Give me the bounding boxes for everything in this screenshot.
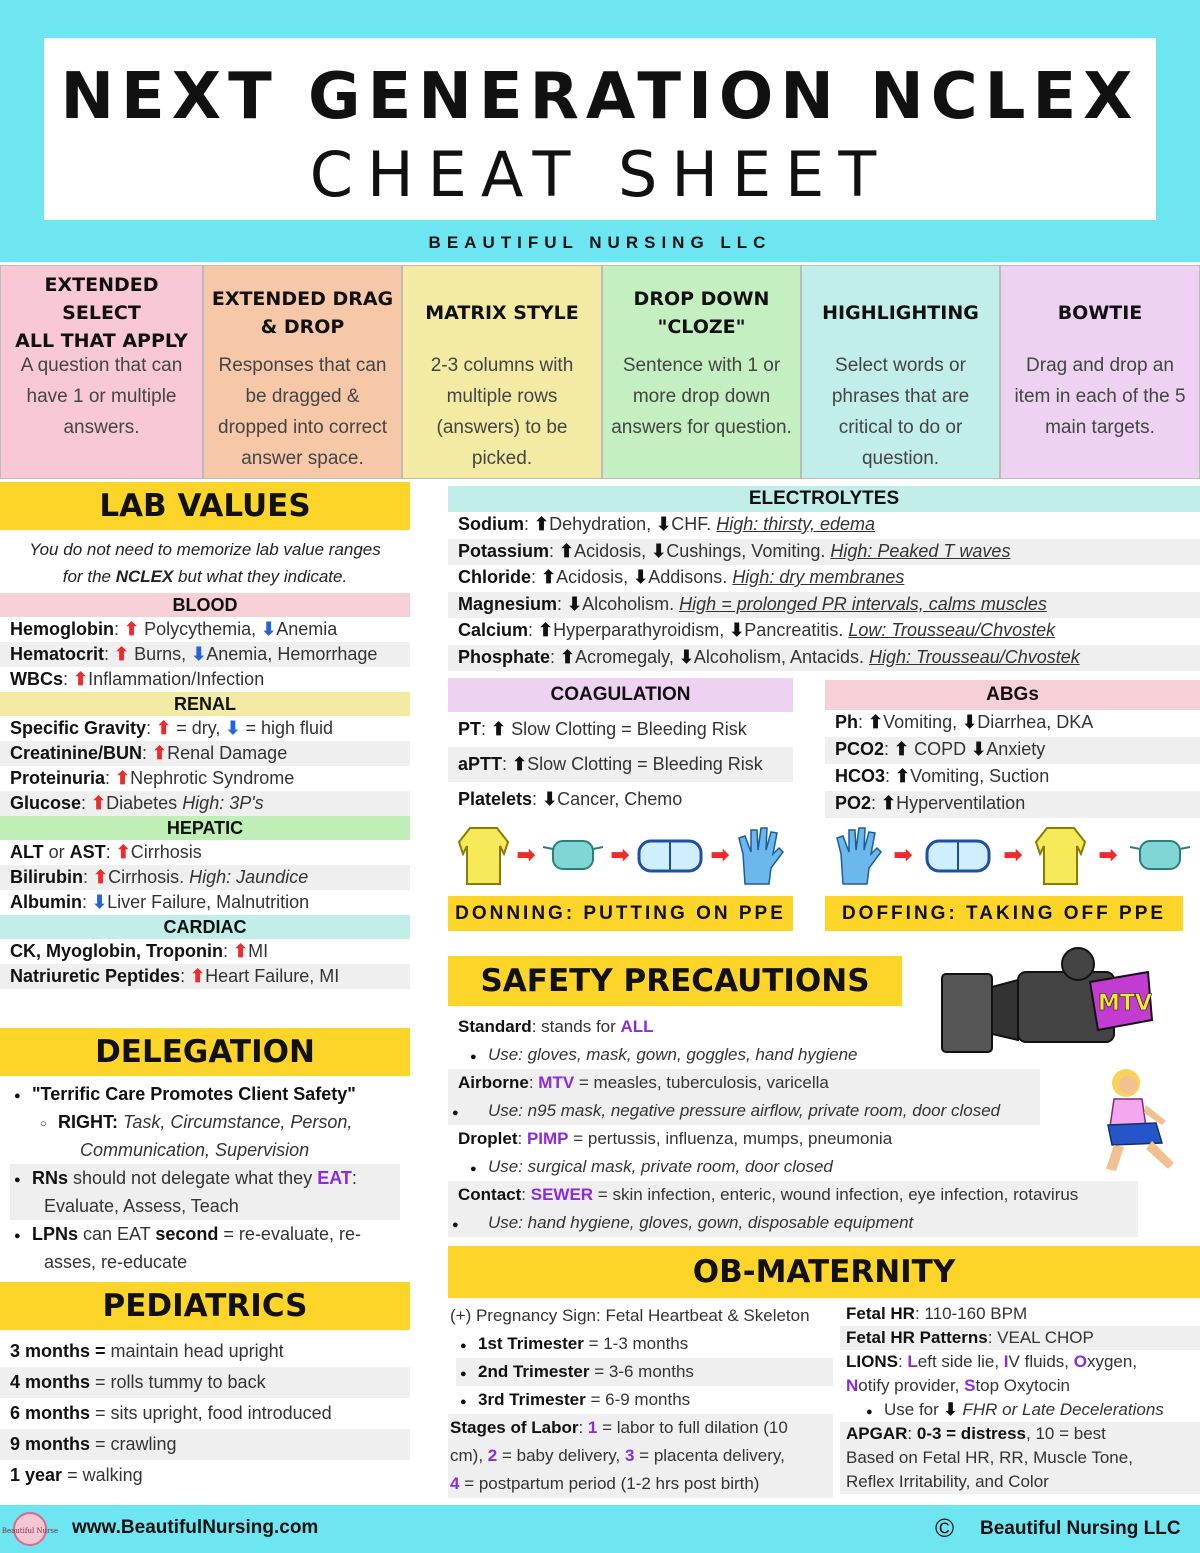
safety-droplet: Droplet: PIMP = pertussis, influenza, mumps, pneumonia bbox=[458, 1129, 893, 1148]
delegation-right: ○ RIGHT: Task, Circumstance, Person, bbox=[36, 1108, 400, 1136]
mask-icon bbox=[1128, 833, 1192, 877]
safety-standard-use: ● Use: gloves, mask, gown, goggles, hand hygiene bbox=[466, 1041, 1138, 1069]
delegation-rns: ● RNs should not delegate what they EAT: bbox=[10, 1164, 400, 1192]
pediatrics-item: 4 months = rolls tummy to back bbox=[0, 1367, 410, 1398]
arrow-right-icon: ➡ bbox=[1098, 842, 1118, 867]
gown-icon bbox=[456, 824, 511, 886]
arrow-up-icon: ⬆ bbox=[894, 739, 910, 759]
qtype-description: Sentence with 1 or more drop down answers for question. bbox=[611, 355, 792, 438]
arrow-right-icon: ➡ bbox=[1003, 842, 1023, 867]
svg-text:Beautiful Nurse: Beautiful Nurse bbox=[1, 1527, 59, 1535]
arrow-up-icon: ⬆ bbox=[534, 514, 550, 534]
goggles-icon bbox=[635, 833, 705, 877]
arrow-right-icon: ➡ bbox=[516, 842, 536, 867]
arrow-up-icon: ⬆ bbox=[560, 646, 576, 667]
copyright-icon: © bbox=[935, 1513, 955, 1543]
ob-trimester: ● 1st Trimester = 1-3 months bbox=[456, 1330, 833, 1358]
lab-row-wbcs: WBCs: ⬆Inflammation/Infection bbox=[10, 669, 265, 689]
pediatrics-item: 3 months = maintain head upright bbox=[10, 1341, 284, 1361]
arrow-down-icon: ⬇ bbox=[567, 593, 583, 614]
elec-row-sodium: Sodium: ⬆Dehydration, ⬇CHF. High: thirsty, edema bbox=[458, 514, 875, 534]
arrow-up-icon: ⬆ bbox=[895, 766, 911, 786]
arrow-up-icon: ⬆ bbox=[114, 644, 130, 664]
gown-icon bbox=[1033, 824, 1088, 886]
mask-icon bbox=[541, 833, 605, 877]
elec-row-chloride: Chloride: ⬆Acidosis, ⬇Addisons. High: dry membranes bbox=[458, 567, 905, 587]
arrow-up-icon: ⬆ bbox=[881, 793, 897, 813]
lab-values-heading: LAB VALUES bbox=[0, 482, 410, 530]
arrow-up-icon: ⬆ bbox=[115, 768, 131, 788]
elec-row-potassium: Potassium: ⬆Acidosis, ⬇Cushings, Vomiting. High: Peaked T waves bbox=[448, 539, 1200, 566]
qtype-description: 2-3 columns with multiple rows (answers) to be picked. bbox=[430, 355, 574, 469]
arrow-right-icon: ➡ bbox=[710, 842, 730, 867]
arrow-up-icon: ⬆ bbox=[868, 712, 884, 732]
page-title: NEXT GENERATION NCLEX bbox=[60, 60, 1140, 134]
lab-row-albumin: Albumin: ⬇Liver Failure, Malnutrition bbox=[10, 892, 310, 912]
safety-standard: Standard: stands for ALL bbox=[458, 1017, 654, 1036]
abg-row-ph: Ph: ⬆Vomiting, ⬇Diarrhea, DKA bbox=[835, 712, 1094, 732]
company-name: BEAUTIFUL NURSING LLC bbox=[428, 233, 772, 252]
lab-row-troponin: CK, Myoglobin, Troponin: ⬆MI bbox=[10, 941, 269, 961]
delegation-heading: DELEGATION bbox=[0, 1028, 410, 1076]
lab-row-specific-gravity: Specific Gravity: ⬆ = dry, ⬇ = high fluid bbox=[10, 718, 334, 738]
ob-use-for: ● Use for ⬇ FHR or Late Decelerations bbox=[862, 1398, 1200, 1422]
delegation-lpns: ● LPNs can EAT second = re-evaluate, re- bbox=[10, 1220, 400, 1248]
qtype-name: HIGHLIGHTING bbox=[822, 302, 979, 324]
arrow-down-icon: ⬇ bbox=[633, 567, 649, 587]
footer-company: Beautiful Nursing LLC bbox=[980, 1518, 1181, 1539]
ob-fhr-patterns: Fetal HR Patterns: VEAL CHOP bbox=[840, 1326, 1200, 1350]
ob-stages-of-labor: Stages of Labor: 1 = labor to full dilation (10 bbox=[448, 1414, 833, 1442]
electrolytes-section bbox=[448, 486, 1200, 671]
lab-row-proteinuria: Proteinuria: ⬆Nephrotic Syndrome bbox=[10, 768, 295, 788]
arrow-down-icon: ⬇ bbox=[656, 514, 672, 534]
ob-apgar: APGAR: 0-3 = distress, 10 = best bbox=[840, 1422, 1200, 1446]
qtype-card bbox=[1000, 265, 1200, 479]
donning-label: DONNING: PUTTING ON PPE bbox=[448, 896, 793, 931]
safety-list bbox=[448, 1013, 1138, 1237]
qtype-card bbox=[801, 265, 1000, 479]
gloves-icon bbox=[735, 824, 785, 886]
arrow-right-icon: ➡ bbox=[893, 842, 913, 867]
ob-right: Fetal HR: 110-160 BPM Fetal HR Patterns: VEAL CHOP LIONS: Left side lie, IV fluids, Oxygen, Notify provider, Stop Oxytocin ● Use for ⬇ FHR or Late Decelerations APGAR: 0-3 = distress, 10 = best Based on Fetal HR, RR, Muscle Tone, Reflex Irritability, and Color bbox=[840, 1302, 1200, 1494]
arrow-up-icon: ⬆ bbox=[232, 941, 249, 961]
arrow-down-icon: ⬇ bbox=[261, 619, 277, 639]
qtype-card bbox=[602, 265, 801, 479]
lab-row-alt-ast: ALT or AST: ⬆Cirrhosis bbox=[10, 842, 202, 862]
hepatic-subheading: HEPATIC bbox=[0, 816, 410, 840]
abgs-section bbox=[825, 680, 1200, 818]
qtype-card bbox=[0, 265, 203, 479]
arrow-up-icon: ⬆ bbox=[91, 793, 107, 813]
elec-row-calcium: Calcium: ⬆Hyperparathyroidism, ⬇Pancreatitis. Low: Trousseau/Chvostek bbox=[458, 620, 1056, 640]
elec-row-phosphate: Phosphate: ⬆Acromegaly, ⬇Alcoholism, Antacids. High: Trousseau/Chvostek bbox=[448, 645, 1200, 672]
ob-left: (+) Pregnancy Sign: Fetal Heartbeat & Skeleton ● 1st Trimester = 1-3 months ● 2nd Trimester = 3-6 months ● 3rd Trimester = 6-9 months Stages of Labor: 1 = labor to full dilation (10 cm), 2 = baby delivery, 3 = placenta delivery, 4 = postpartum period (1-2 hrs post birth) bbox=[448, 1302, 833, 1498]
lab-row-bilirubin: Bilirubin: ⬆Cirrhosis. High: Jaundice bbox=[0, 865, 410, 890]
abgs-heading: ABGs bbox=[825, 680, 1200, 710]
logo-icon bbox=[1, 1511, 59, 1547]
coag-row-pt: PT: ⬆ Slow Clotting = Bleeding Risk bbox=[458, 719, 747, 739]
arrow-up-icon: ⬆ bbox=[93, 867, 109, 887]
ob-fetal-hr: Fetal HR: 110-160 BPM bbox=[846, 1304, 1028, 1323]
arrow-up-icon: ⬆ bbox=[156, 718, 172, 738]
qtype-description: Select words or phrases that are critical to do or question. bbox=[831, 355, 970, 469]
pediatrics-heading: PEDIATRICS bbox=[0, 1282, 410, 1330]
arrow-up-icon: ⬆ bbox=[541, 567, 557, 587]
arrow-down-icon: ⬇ bbox=[651, 540, 667, 561]
pediatrics-item: 6 months = sits upright, food introduced bbox=[10, 1403, 332, 1423]
arrow-up-icon: ⬆ bbox=[115, 842, 131, 862]
arrow-up-icon: ⬆ bbox=[491, 719, 507, 739]
arrow-up-icon: ⬆ bbox=[73, 669, 89, 689]
lab-row-creatinine: Creatinine/BUN: ⬆Renal Damage bbox=[0, 741, 410, 766]
pediatrics-section bbox=[0, 1282, 410, 1491]
mtv-logo: MTV bbox=[1098, 991, 1152, 1016]
qtype-name: BOWTIE bbox=[1057, 302, 1143, 324]
qtype-name: DROP DOWN "CLOZE" bbox=[633, 288, 770, 338]
title-box bbox=[44, 38, 1156, 220]
arrow-up-icon: ⬆ bbox=[559, 540, 575, 561]
qtype-card bbox=[402, 265, 602, 479]
doffing-sequence bbox=[825, 820, 1200, 890]
qtype-card bbox=[203, 265, 402, 479]
safety-contact: Contact: SEWER = skin infection, enteric, wound infection, eye infection, rotavirus bbox=[448, 1181, 1138, 1209]
coag-row-aptt: aPTT: ⬆Slow Clotting = Bleeding Risk bbox=[448, 747, 793, 782]
footer bbox=[0, 1505, 1200, 1553]
pediatrics-item: 9 months = crawling bbox=[0, 1429, 410, 1460]
renal-subheading: RENAL bbox=[0, 692, 410, 716]
donning-sequence bbox=[448, 820, 793, 890]
ob-heading: OB-MATERNITY bbox=[448, 1246, 1200, 1298]
arrow-right-icon: ➡ bbox=[610, 842, 630, 867]
ob-lions: LIONS: Left side lie, IV fluids, Oxygen, bbox=[846, 1352, 1138, 1371]
arrow-down-icon: ⬇ bbox=[678, 646, 694, 667]
safety-contact-use: ● Use: hand hygiene, gloves, gown, disposable equipment bbox=[448, 1209, 1138, 1237]
qtype-name: EXTENDED DRAG & DROP bbox=[211, 288, 394, 338]
abg-row-hco3: HCO3: ⬆Vomiting, Suction bbox=[835, 766, 1050, 786]
electrolytes-heading: ELECTROLYTES bbox=[448, 486, 1200, 512]
arrow-up-icon: ⬆ bbox=[152, 743, 168, 763]
arrow-down-icon: ⬇ bbox=[191, 644, 207, 664]
goggles-icon bbox=[923, 833, 993, 877]
arrow-down-icon: ⬇ bbox=[92, 892, 108, 912]
ob-trimester: ● 3rd Trimester = 6-9 months bbox=[456, 1386, 833, 1414]
elec-row-magnesium: Magnesium: ⬇Alcoholism. High = prolonged PR intervals, calms muscles bbox=[448, 592, 1200, 619]
ob-pregnancy-sign: (+) Pregnancy Sign: Fetal Heartbeat & Skeleton bbox=[450, 1306, 810, 1325]
ob-trimester: ● 2nd Trimester = 3-6 months bbox=[456, 1358, 833, 1386]
coagulation-section bbox=[448, 678, 793, 817]
arrow-down-icon: ⬇ bbox=[962, 712, 978, 732]
lab-row-hematocrit: Hematocrit: ⬆ Burns, ⬇Anemia, Hemorrhage bbox=[0, 642, 410, 667]
lab-row-glucose: Glucose: ⬆Diabetes High: 3P's bbox=[0, 791, 410, 816]
qtype-description: Drag and drop an item in each of the 5 main targets. bbox=[1014, 355, 1186, 438]
delegation-eat: Evaluate, Assess, Teach bbox=[10, 1192, 400, 1220]
qtype-description: A question that can have 1 or multiple answers. bbox=[20, 355, 183, 438]
lab-row-hemoglobin: Hemoglobin: ⬆ Polycythemia, ⬇Anemia bbox=[10, 619, 338, 639]
delegation-mnemonic: ● "Terrific Care Promotes Client Safety" bbox=[10, 1080, 400, 1108]
arrow-down-icon: ⬇ bbox=[943, 1400, 958, 1419]
safety-droplet-use: ● Use: surgical mask, private room, door closed bbox=[466, 1153, 1138, 1181]
blood-subheading: BLOOD bbox=[0, 593, 410, 617]
qtype-name: MATRIX STYLE bbox=[425, 302, 579, 324]
safety-airborne-use: ● Use: n95 mask, negative pressure airflow, private room, door closed bbox=[448, 1097, 1040, 1125]
abg-row-po2: PO2: ⬆Hyperventilation bbox=[825, 791, 1200, 818]
page-subtitle: CHEAT SHEET bbox=[309, 138, 891, 211]
qtype-description: Responses that can be dragged & dropped into correct answer space. bbox=[218, 355, 387, 469]
arrow-down-icon: ⬇ bbox=[542, 789, 558, 809]
safety-heading: SAFETY PRECAUTIONS bbox=[448, 956, 902, 1006]
arrow-down-icon: ⬇ bbox=[971, 739, 987, 759]
coagulation-heading: COAGULATION bbox=[448, 678, 793, 712]
arrow-down-icon: ⬇ bbox=[225, 718, 241, 738]
arrow-up-icon: ⬆ bbox=[124, 619, 140, 639]
cardiac-subheading: CARDIAC bbox=[0, 915, 410, 939]
pediatrics-item: 1 year = walking bbox=[10, 1465, 143, 1485]
gloves-icon bbox=[833, 824, 883, 886]
lab-values-section bbox=[0, 482, 410, 989]
arrow-down-icon: ⬇ bbox=[729, 620, 745, 640]
arrow-up-icon: ⬆ bbox=[538, 620, 554, 640]
website-link[interactable]: www.BeautifulNursing.com bbox=[72, 1517, 319, 1538]
safety-airborne: Airborne: MTV = measles, tuberculosis, varicella bbox=[448, 1069, 1040, 1097]
delegation-section: DELEGATION ● "Terrific Care Promotes Client Safety" ○ RIGHT: Task, Circumstance, Person, Communication, Supervision ● RNs should not delegate what they EAT: Evaluate, Assess, Teach ● LPNs can EAT second = re-evaluate, re- asses, re-educate bbox=[0, 1028, 410, 1276]
arrow-up-icon: ⬆ bbox=[512, 754, 528, 774]
lab-row-natriuretic: Natriuretic Peptides: ⬆Heart Failure, MI bbox=[0, 964, 410, 989]
arrow-up-icon: ⬆ bbox=[190, 966, 206, 986]
lab-intro: You do not need to memorize lab value ranges for the NCLEX but what they indicate. bbox=[29, 540, 381, 586]
doffing-label: DOFFING: TAKING OFF PPE bbox=[825, 896, 1183, 931]
qtype-name: EXTENDED SELECT ALL THAT APPLY bbox=[15, 274, 188, 352]
abg-row-pco2: PCO2: ⬆ COPD ⬇Anxiety bbox=[825, 737, 1200, 764]
coag-row-platelets: Platelets: ⬇Cancer, Chemo bbox=[458, 789, 683, 809]
